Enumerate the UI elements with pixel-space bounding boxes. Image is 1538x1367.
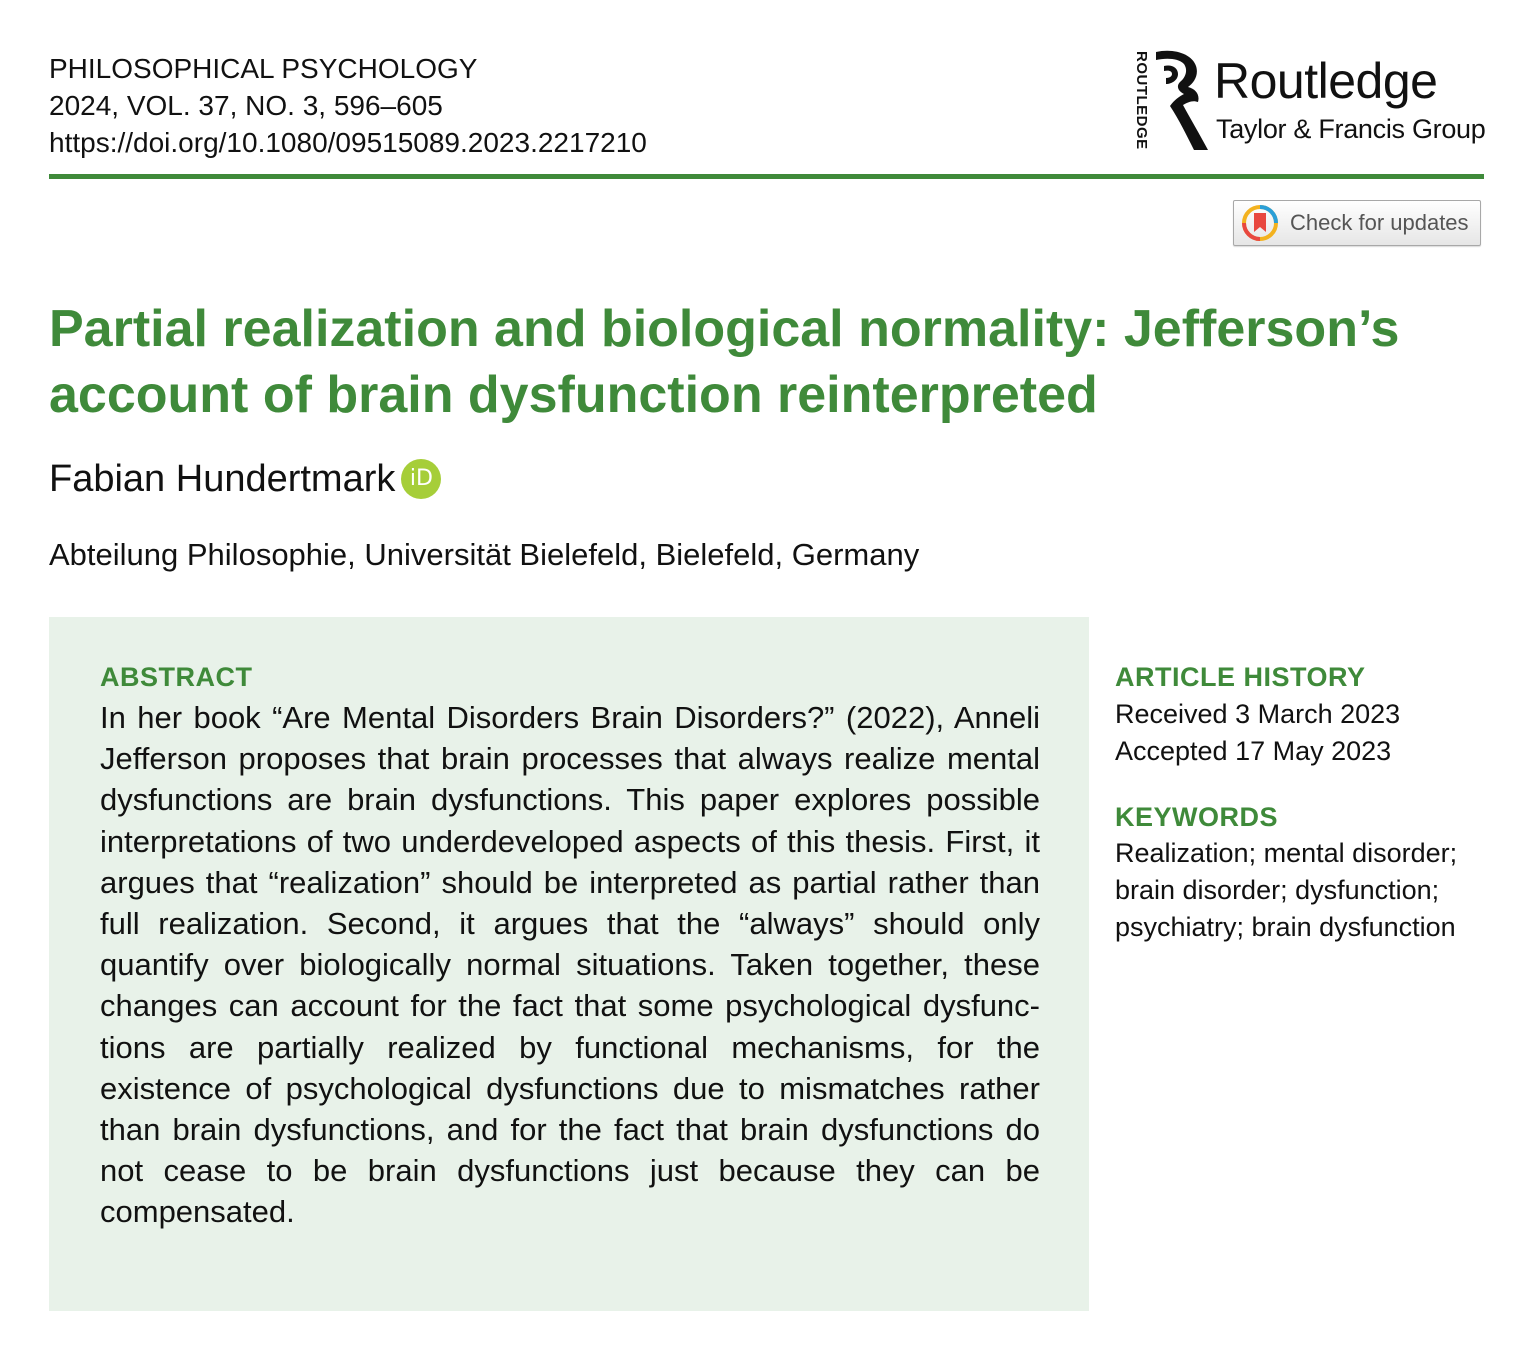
article-history	[1115, 696, 1400, 770]
article-title	[49, 296, 1489, 428]
crossmark-icon	[1242, 205, 1278, 241]
header-divider	[49, 174, 1484, 179]
article-title-line1: Partial realization and biological normality: Jefferson’s	[49, 300, 1400, 358]
journal-info	[49, 50, 647, 161]
check-for-updates-button[interactable]	[1233, 200, 1481, 246]
keywords-line: psychiatry; brain dysfunction	[1115, 912, 1456, 942]
keywords-list	[1115, 835, 1457, 946]
keywords-line: brain disorder; dysfunction;	[1115, 875, 1440, 905]
article-history-heading: ARTICLE HISTORY	[1115, 662, 1366, 692]
routledge-r-icon	[1150, 50, 1210, 150]
journal-name: PHILOSOPHICAL PSYCHOLOGY	[49, 53, 478, 84]
abstract-text: In her book “Are Mental Disorders Brain Disorders?” (2022), Anneli Jefferson proposes that brain processes that always realize mental dysfunctions are brain dysfunctions. This paper explores possible interpretations of two underdeveloped aspects of this thesis. First, it argues that “realization” should be interpreted as partial rather than full realization. Second, it argues that the “always” should only quantify over biologically normal situations. Taken together, these changes can account for the fact that some psychological dysfunctions are partially realized by functional mechanisms, for the existence of psychological dysfunctions due to mismatches rather than brain dysfunctions, and for the fact that brain dysfunctions do not cease to be brain dysfunctions just because they can be compensated.	[100, 700, 1040, 1230]
article-title-line2: account of brain dysfunction reinterpreted	[49, 366, 1098, 424]
keywords-heading: KEYWORDS	[1115, 802, 1279, 832]
logo-vertical-text: ROUTLEDGE	[1133, 50, 1150, 150]
affiliation: Abteilung Philosophie, Universität Bielefeld, Bielefeld, Germany	[49, 537, 920, 572]
doi-link[interactable]: https://doi.org/10.1080/09515089.2023.2217210	[49, 127, 647, 158]
publisher-group: Taylor & Francis Group	[1216, 114, 1486, 144]
received-date: Received 3 March 2023	[1115, 699, 1401, 729]
author-row	[49, 455, 441, 503]
keywords-line: Realization; mental disorder;	[1115, 838, 1458, 868]
orcid-icon[interactable]: iD	[401, 459, 441, 499]
check-for-updates-label: Check for updates	[1290, 210, 1469, 235]
publisher-name: Routledge	[1214, 53, 1438, 109]
publisher-logo	[1126, 50, 1491, 155]
author-name[interactable]: Fabian Hundertmark	[49, 458, 396, 500]
abstract-heading: ABSTRACT	[100, 662, 253, 692]
accepted-date: Accepted 17 May 2023	[1115, 736, 1392, 766]
journal-volume: 2024, VOL. 37, NO. 3, 596–605	[49, 90, 443, 121]
